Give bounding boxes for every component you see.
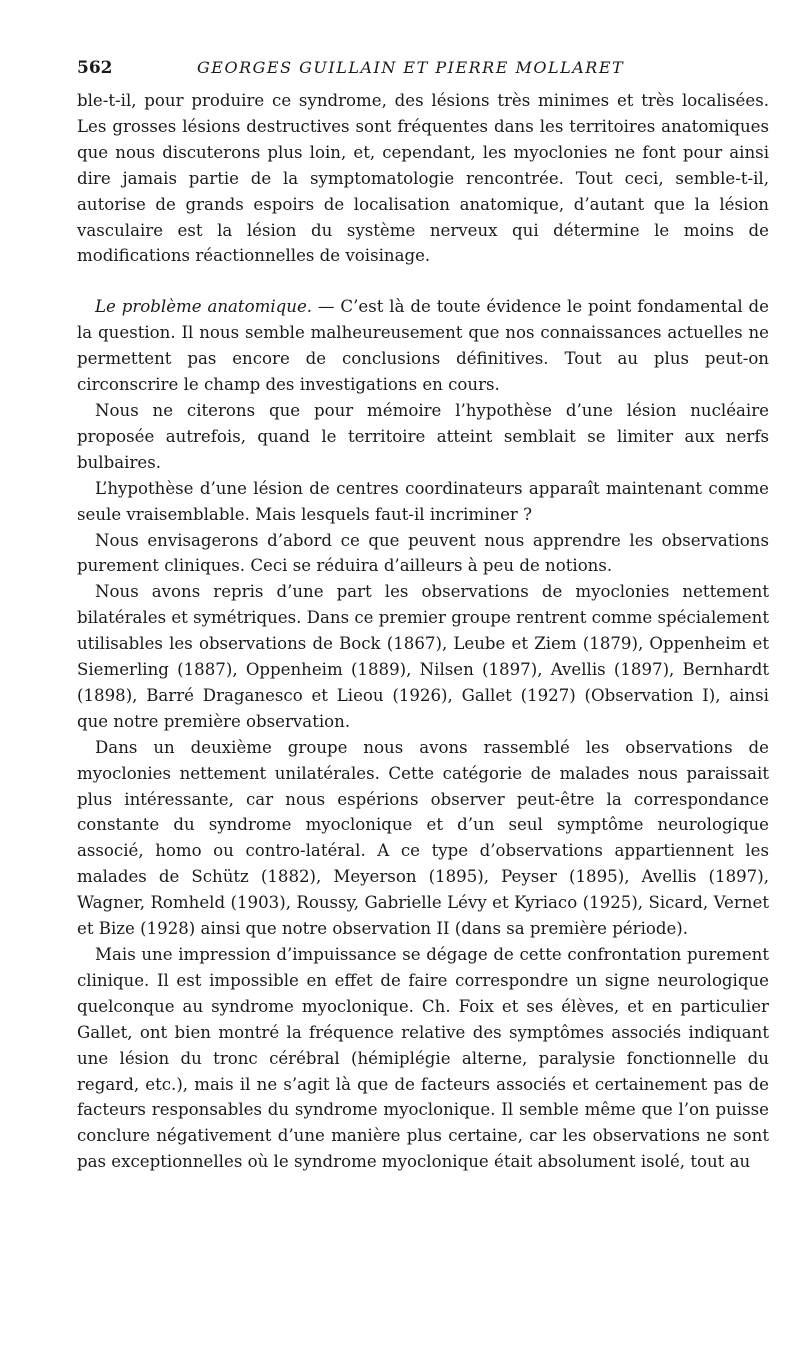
section-title: Le problème anatomique.: [95, 297, 313, 317]
document-page: [77, 58, 769, 1175]
paragraph: L’hypothèse d’une lésion de centres coordinateurs apparaît maintenant comme seule vraisemblable. Mais lesquels faut-il incriminer ?: [77, 478, 769, 524]
page-header: [77, 58, 769, 82]
page-number: 562: [77, 58, 113, 78]
running-head: GEORGES GUILLAIN ET PIERRE MOLLARET: [197, 58, 625, 77]
body-text: [77, 88, 769, 1175]
paragraph: Nous ne citerons que pour mémoire l’hypothèse d’une lésion nucléaire proposée autrefois, quand le territoire atteint semblait se limiter aux nerfs bulbaires.: [77, 400, 769, 472]
paragraph-section-anatomique: [77, 294, 769, 398]
paragraph: Nous avons repris d’une part les observations de myoclonies nettement bilatérales et symétriques. Dans ce premier groupe rentrent comme spécialement utilisables les observations de Bock (1867), Leube et Ziem (1879), Oppenheim et Siemerling (1887), Oppenheim (1889), Nilsen (1897), Avellis (1897), Bernhardt (1898), Barré Draganesco et Lieou (1926), Gallet (1927) (Observation I), ainsi que notre première observation.: [77, 582, 769, 731]
paragraph: Mais une impression d’impuissance se dégage de cette confrontation purement clinique. Il est impossible en effet de faire correspondre un signe neurologique quelconque au syndrome myoclonique. Ch. Foix et ses élèves, et en particulier Gallet, ont bien montré la fréquence relative des symptômes associés indiquant une lésion du tronc cérébral (hémiplégie alterne, paralysie fonctionnelle du regard, etc.), mais il ne s’agit là que de facteurs associés et certainement pas de facteurs responsables du syndrome myoclonique. Il semble même que l’on puisse conclure négativement d’une manière plus certaine, car les observations ne sont pas exceptionnelles où le syndrome myoclonique était absolument isolé, tout au: [77, 945, 769, 1172]
paragraph: Nous envisagerons d’abord ce que peuvent nous apprendre les observations purement cliniques. Ceci se réduira d’ailleurs à peu de notions.: [77, 530, 769, 576]
paragraph: ble-t-il, pour produire ce syndrome, des lésions très minimes et très localisées. Les grosses lésions destructives sont fréquentes dans les territoires anatomiques que nous discuterons plus loin, et, cependant, les myoclonies ne font pour ainsi dire jamais partie de la symptomatologie rencontrée. Tout ceci, semble-t-il, autorise de grands espoirs de localisation anatomique, d’autant que la lésion vasculaire est la lésion du système nerveux qui détermine le moins de modifications réactionnelles de voisinage.: [77, 91, 769, 266]
paragraph-text: — C’est là de toute évidence le point fondamental de la question. Il nous semble malheureusement que nos connaissances actuelles ne permettent pas encore de conclusions définitives. Tout au plus peut-on circonscrire le champ des investigations en cours.: [77, 297, 769, 395]
paragraph: Dans un deuxième groupe nous avons rassemblé les observations de myoclonies nettement unilatérales. Cette catégorie de malades nous paraissait plus intéressante, car nous espérions observer peut-être la correspondance constante du syndrome myoclonique et d’un seul symptôme neurologique associé, homo ou contro-latéral. A ce type d’observations appartiennent les malades de Schütz (1882), Meyerson (1895), Peyser (1895), Avellis (1897), Wagner, Romheld (1903), Roussy, Gabrielle Lévy et Kyriaco (1925), Sicard, Vernet et Bize (1928) ainsi que notre observation II (dans sa première période).: [77, 737, 769, 939]
